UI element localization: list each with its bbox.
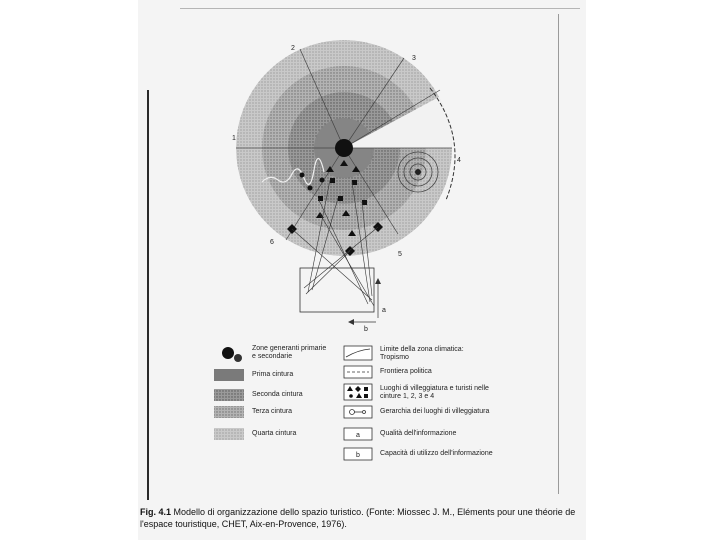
legend-terza-label: Terza cintura [252, 408, 293, 415]
sector-label-4: 4 [457, 157, 461, 164]
legend-gerarchia-label: Gerarchia dei luoghi di villeggiatura [380, 408, 490, 415]
sector-label-5: 5 [398, 251, 402, 258]
legend-seconda-label: Seconda cintura [252, 391, 303, 398]
legend-frontiera-label: Frontiera politica [380, 368, 432, 375]
sector-label-1: 1 [232, 135, 236, 142]
box-label-b: b [364, 326, 368, 333]
legend-swatches-right [344, 346, 372, 460]
legend-quarta-label: Quarta cintura [252, 430, 297, 437]
figure-caption [140, 506, 580, 530]
primary-generating-zone [335, 139, 353, 157]
legend-zone-label: Zone generanti primarie e secondarie [252, 345, 327, 360]
legend-capacita-label: Capacità di utilizzo dell'informazione [380, 450, 493, 457]
legend-swatches-left [214, 347, 244, 440]
legend-limite-label: Limite della zona climatica: Tropismo [380, 346, 464, 361]
legend-luoghi-label: Luoghi di villeggiatura e turisti nelle cinture 1, 2, 3 e 4 [380, 385, 489, 400]
legend-key-b: b [356, 452, 360, 459]
figure-caption-text: Modello di organizzazione dello spazio turistico. (Fonte: Miossec J. M., Eléments pour une théorie de l'espace touristique, CHET, Aix-en-Provence, 1976). [140, 507, 576, 529]
sector-label-2: 2 [291, 45, 295, 52]
legend-qualita-label: Qualità dell'informazione [380, 430, 457, 437]
information-box [300, 268, 374, 312]
sector-label-3: 3 [412, 55, 416, 62]
figure-number: Fig. 4.1 [140, 507, 172, 517]
legend-prima-label: Prima cintura [252, 371, 294, 378]
box-label-a: a [382, 307, 386, 314]
secondary-zone [398, 152, 438, 192]
sector-label-6: 6 [270, 239, 274, 246]
legend-key-a: a [356, 432, 360, 439]
